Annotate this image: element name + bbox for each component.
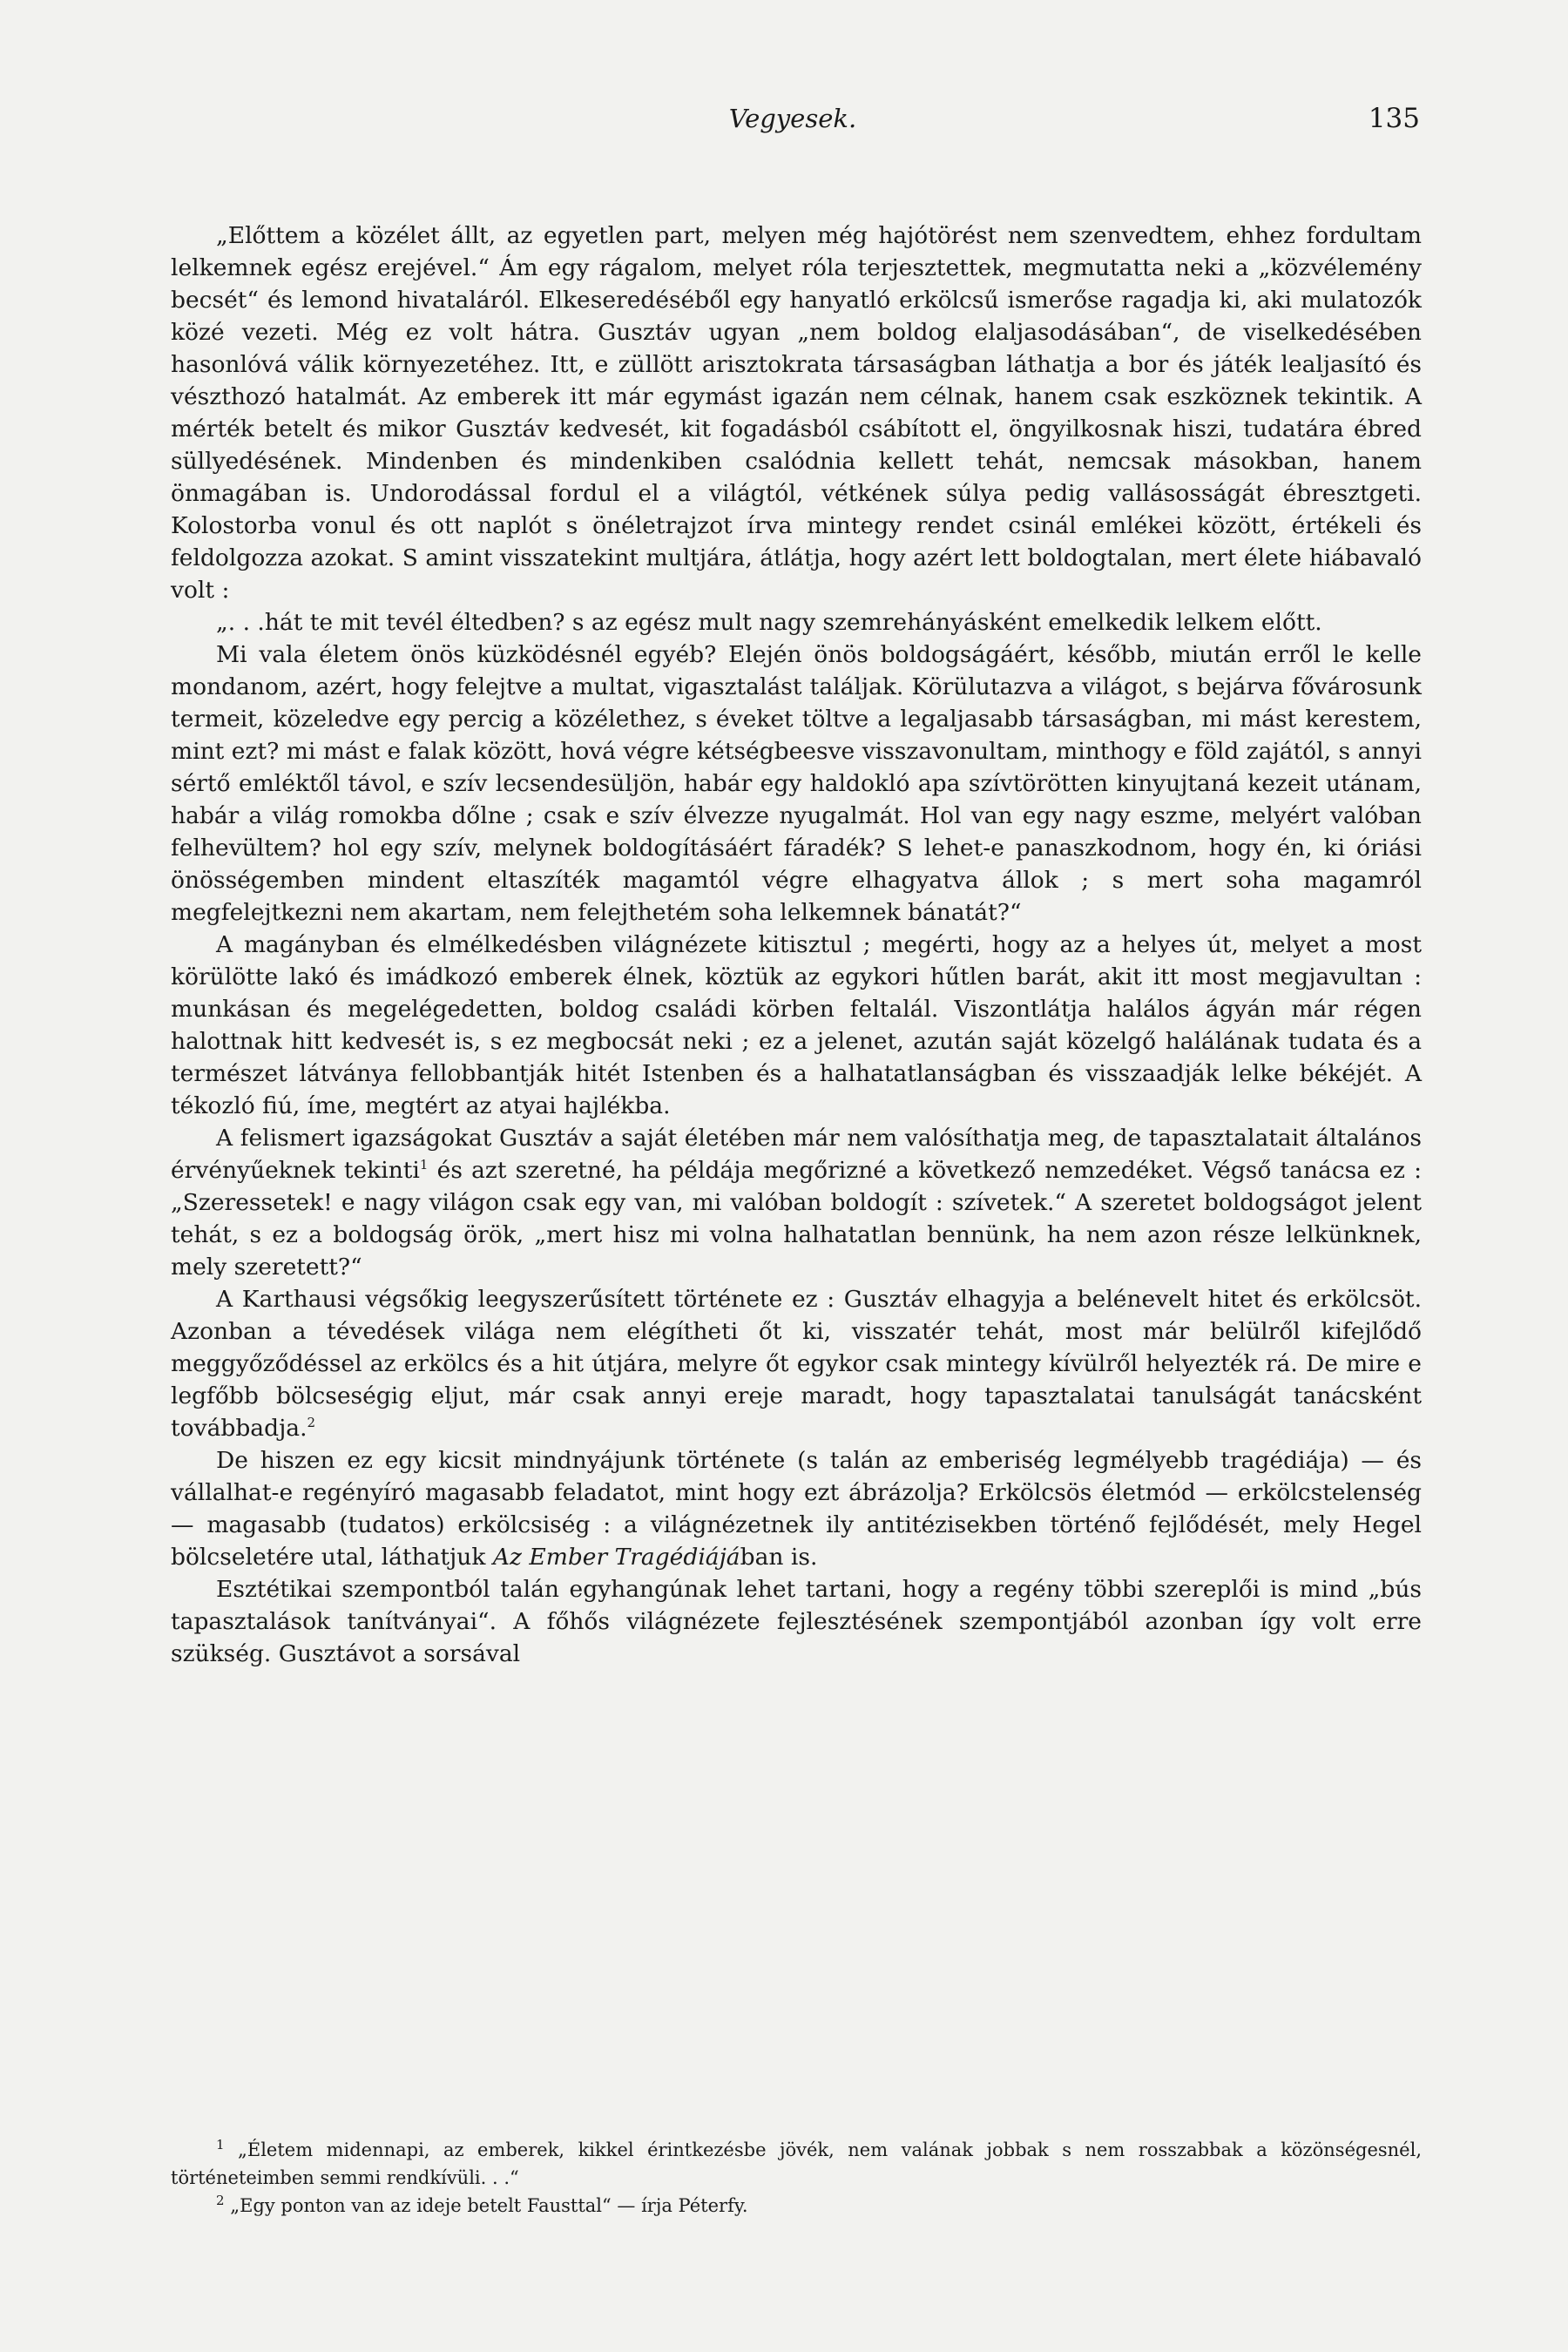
quotation-paragraph: Mi vala életem önös küzködésnél egyéb? Elején önös boldogságáért, később, miután erről le kelle mondanom, azért, hogy felejtve a multat, vigasztalást találjak. Körülutazva a világot, s bejárva fővárosunk termeit, közeledve egy percig a közélethez, s éveket töltve a legaljasabb társaságban, mi mást kerestem, mint ezt? mi mást e falak között, hová végre kétségbeesve visszavonultam, minthogy e föld zajától, s annyi sértő emléktől távol, e szív lecsendesüljön, habár egy haldokló apa szívtörötten kinyujtaná kezeit utánam, habár a világ romokba dőlne ; csak e szív élvezze nyugalmát. Hol van egy nagy eszme, melyért valóban felhevültem? hol egy szív, melynek boldogításáért fáradék? S lehet-e panaszkodnom, hogy én, ki óriási önösségemben mindent eltaszíték magamtól végre elhagyatva állok ; s mert soha magamról megfelejtkezni nem akartam, nem felejthetém soha lelkemnek bánatát?“ <box>171 641 1422 926</box>
running-title: Vegyesek. <box>728 104 857 133</box>
page-number: 135 <box>1368 103 1420 134</box>
work-title: Az Ember Tragédiájá <box>492 1544 740 1571</box>
footnote-text: „Életem midennapi, az emberek, kikkel érintkezésbe jövék, nem valának jobbak s nem rosszabbak a közönségesnél, történeteimben semmi rendkívüli. . .“ <box>171 2139 1422 2188</box>
quotation-paragraph: „. . .hát te mit tevél éltedben? s az egész mult nagy szemrehányásként emelkedik lelkem előtt. <box>216 609 1322 636</box>
running-header <box>166 98 1420 139</box>
footnote-ref: 1 <box>419 1157 429 1173</box>
paragraph-text: De hiszen ez egy kicsit mindnyájunk története (s talán az emberiség legmélyebb tragédiája) — és vállalhat-e regényíró magasabb feladatot, mint hogy ezt ábrázolja? Erkölcsös életmód — erkölcstelenség — magasabb (tudatos) erkölcsiség : a világnézetnek ily antitézisekben történő fejlődését, mely Hegel bölcseletére utal, láthatjuk <box>171 1447 1422 1571</box>
paragraph: Esztétikai szempontból talán egyhangúnak lehet tartani, hogy a regény többi szereplői is mind „bús tapasztalások tanítványai“. A főhős világnézete fejlesztésének szempontjából azonban így volt erre szükség. Gusztávot a sorsával <box>171 1576 1422 1667</box>
paragraph <box>171 1122 1422 1283</box>
footnote-text: „Egy ponton van az ideje betelt Fausttal“ — írja Péterfy. <box>224 2195 748 2216</box>
paragraph-text: A Karthausi végsőkig leegyszerűsített története ez : Gusztáv elhagyja a belénevelt hitet és erkölcsöt. Azonban a tévedések világa nem elégítheti őt ki, visszatér tehát, most már belülről kifejlődő meggyőződéssel az erkölcs és a hit útjára, melyre őt egykor csak mintegy kívülről helyezték rá. De mire e legfőbb bölcseségig eljut, már csak annyi ereje maradt, hogy tapasztalatai tanulságát tanácsként továbbadja. <box>171 1286 1422 1442</box>
footnotes <box>171 2136 1422 2220</box>
paragraph <box>171 1444 1422 1573</box>
footnote-mark: 2 <box>216 2193 225 2208</box>
footnote <box>171 2136 1422 2192</box>
footnote <box>171 2192 1422 2220</box>
paragraph-text: ban is. <box>740 1544 818 1571</box>
paragraph-text: és azt szeretné, ha példája megőrizné a következő nemzedéket. Végső tanácsa ez : „Szeressetek! e nagy világon csak egy van, mi valóban boldogít : szívetek.“ A szeretet boldogságot jelent tehát, s ez a boldogság örök, „mert hisz mi volna halhatatlan bennünk, ha nem azon része lelkünknek, mely szeretett?“ <box>171 1157 1423 1281</box>
paragraph-text: A felismert igazságokat Gusztáv a saját életében már nem valósíthatja meg, de tapasztalatait általános érvényűeknek tekinti <box>171 1125 1422 1184</box>
paragraph: A magányban és elmélkedésben világnézete kitisztul ; megérti, hogy az a helyes út, melyet a most körülötte lakó és imádkozó emberek élnek, köztük az egykori hűtlen barát, akit itt most megjavultan : munkásan és megelégedetten, boldog családi körben feltalál. Viszontlátja halálos ágyán már régen halottnak hitt kedvesét is, s ez megbocsát neki ; ez a jelenet, azután saját közelgő halálának tudata és a természet látványa fellobbantják hitét Istenben és a halhatatlanságban és visszaadják lelke békéjét. A tékozló fiú, íme, megtért az atyai hajlékba. <box>171 931 1422 1119</box>
body-text <box>171 220 1422 1670</box>
footnote-mark: 1 <box>216 2137 225 2153</box>
paragraph: „Előttem a közélet állt, az egyetlen part, melyen még hajótörést nem szenvedtem, ehhez fordultam lelkemnek egész erejével.“ Ám egy rágalom, melyet róla terjesztettek, megmutatta neki a „közvélemény becsét“ és lemond hivataláról. Elkeseredéséből egy hanyatló erkölcsű ismerőse ragadja ki, aki mulatozók közé vezeti. Még ez volt hátra. Gusztáv ugyan „nem boldog elaljasodásában“, de viselkedésében hasonlóvá válik környezetéhez. Itt, e züllött arisztokrata társaságban láthatja a bor és játék lealjasító és vészthozó hatalmát. Az emberek itt már egymást igazán nem célnak, hanem csak eszköznek tekintik. A mérték betelt és mikor Gusztáv kedvesét, kit fogadásból csábított el, öngyilkosnak hiszi, tudatára ébred süllyedésének. Mindenben és mindenkiben csalódnia kellett tehát, nemcsak másokban, hanem önmagában is. Undorodással fordul el a világtól, vétkének súlya pedig vallásosságát ébresztgeti. Kolostorba vonul és ott naplót s önéletrajzot írva mintegy rendet csinál emlékei között, értékeli és feldolgozza azokat. S amint visszatekint multjára, átlátja, hogy azért lett boldogtalan, mert élete hiábavaló volt : <box>171 222 1422 604</box>
paragraph <box>171 1283 1422 1444</box>
footnote-ref: 2 <box>307 1415 316 1431</box>
